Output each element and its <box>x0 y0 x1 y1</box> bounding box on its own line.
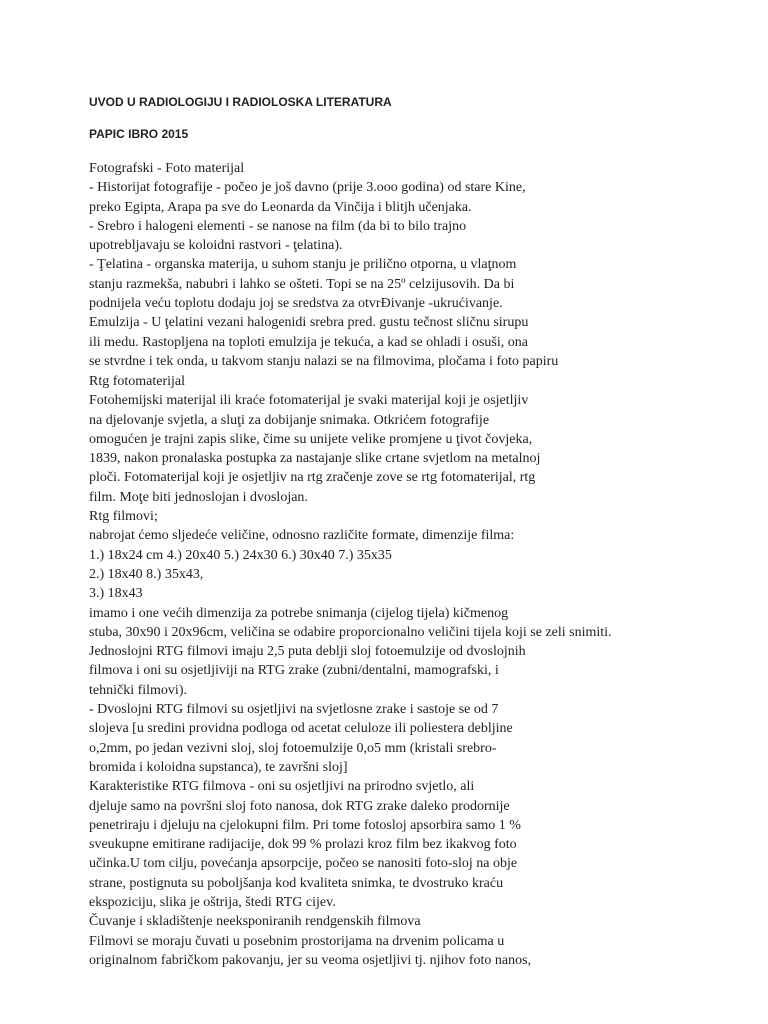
text-line: strane, postignuta su poboljšanja kod kvaliteta snimka, te dvostruko kraću <box>89 875 504 891</box>
text-line: ekspoziciju, slika je oštrija, štedi RTG cijev. <box>89 895 336 911</box>
text-line: djeluje samo na površni sloj foto nanosa, dok RTG zrake daleko prodornije <box>89 798 510 814</box>
text-line: 1839, nakon pronalaska postupka za nastajanje slike crtane svjetlom na metalnoj <box>89 451 541 467</box>
section-rtg-fotomaterijal <box>89 372 612 970</box>
text-line: Fotohemijski materijal ili kraće fotomaterijal je svaki materijal koji je osjetljiv <box>89 393 529 409</box>
text-line: Rtg fotomaterijal <box>89 374 186 389</box>
text-line: učinka.U tom cilju, povećanja apsorpcije, počeo se nanositi foto-sloj na obje <box>89 856 518 872</box>
text-line: - Dvoslojni RTG filmovi su osjetljivi na svjetlosne zrake i sastoje se od 7 <box>89 702 499 718</box>
text-line: Čuvanje i skladištenje neeksponiranih rendgenskih filmova <box>89 914 421 930</box>
text-line: o,2mm, po jedan vezivni sloj, sloj fotoemulzije 0,o5 mm (kristali srebro- <box>89 740 497 756</box>
text-line: upotrebljavaju se koloidni rastvori - ţelatina). <box>89 238 343 254</box>
text-line: sveukupne emitirane radijacije, dok 99 % prolazi kroz film bez ikakvog foto <box>89 837 517 853</box>
text-line: nabrojat ćemo sljedeće veličine, odnosno različite formate, dimenzije filma: <box>89 528 515 544</box>
text-line: tehnički filmovi). <box>89 682 187 698</box>
text-line: bromida i koloidna supstanca), te završni sloj] <box>89 759 348 775</box>
text-line: 2.) 18x40 8.) 35x43, <box>89 566 204 582</box>
text-line: ploči. Fotomaterijal koji je osjetljiv na rtg zračenje zove se rtg fotomaterijal, rtg <box>89 470 536 486</box>
document-title: UVOD U RADIOLOGIJU I RADIOLOSKA LITERATURA <box>89 95 392 109</box>
text-line: - Ţelatina - organska materija, u suhom stanju je prilično otporna, u vlaţnom <box>89 257 517 273</box>
text-line: slojeva [u sredini providna podloga od acetat celuloze ili poliestera debljine <box>89 721 513 737</box>
text-line: originalnom fabričkom pakovanju, jer su veoma osjetljivi tj. njihov foto nanos, <box>89 952 532 968</box>
text-line: stanju razmekša, nabubri i lahko se ošteti. Topi se na 25º celzijusovih. Da bi <box>89 276 515 292</box>
text-line: Rtg filmovi; <box>89 509 158 525</box>
text-line: penetriraju i djeluju na cjelokupni film. Pri tome fotosloj apsorbira samo 1 % <box>89 817 521 833</box>
document-author: PAPIC IBRO 2015 <box>89 127 189 141</box>
text-line: - Historijat fotografije - počeo je još davno (prije 3.ooo godina) od stare Kine, <box>89 180 526 196</box>
text-line: imamo i one većih dimenzija za potrebe snimanja (cijelog tijela) kičmenog <box>89 605 509 621</box>
text-line: Karakteristike RTG filmova - oni su osjetljivi na prirodno svjetlo, ali <box>89 779 475 795</box>
text-line: Filmovi se moraju čuvati u posebnim prostorijama na drvenim policama u <box>89 933 505 949</box>
text-line: se stvrdne i tek onda, u takvom stanju nalazi se na filmovima, pločama i foto papiru <box>89 353 559 369</box>
text-line: 1.) 18x24 cm 4.) 20x40 5.) 24x30 6.) 30x40 7.) 35x35 <box>89 547 392 563</box>
text-line: na djelovanje svjetla, a sluţi za dobijanje snimaka. Otkrićem fotografije <box>89 412 490 428</box>
text-line: Emulzija - U ţelatini vezani halogenidi srebra pred. gustu tečnost sličnu sirupu <box>89 315 529 331</box>
text-line: film. Moţe biti jednoslojan i dvoslojan. <box>89 489 308 505</box>
section-foto-materijal <box>89 159 558 371</box>
text-line: podnijela veću toplotu dodaju joj se sredstva za otvrĐivanje -ukrućivanje. <box>89 296 503 312</box>
text-line: Jednoslojni RTG filmovi imaju 2,5 puta deblji sloj fotoemulzije od dvoslojnih <box>89 644 526 660</box>
text-line: Fotografski - Foto materijal <box>89 161 245 176</box>
text-line: omogućen je trajni zapis slike, čime su unijete velike promjene u ţivot čovjeka, <box>89 431 533 447</box>
text-line: preko Egipta, Arapa pa sve do Leonarda da Vinčija i blitjh učenjaka. <box>89 199 472 215</box>
text-line: ili medu. Rastopljena na toploti emulzija je tekuća, a kad se ohladi i osuši, ona <box>89 334 528 350</box>
text-line: - Srebro i halogeni elementi - se nanose na film (da bi to bilo trajno <box>89 218 467 234</box>
text-line: stuba, 30x90 i 20x96cm, veličina se odabire proporcionalno veličini tijela koji se zeli snimiti. <box>89 624 612 640</box>
text-line: 3.) 18x43 <box>89 586 143 602</box>
text-line: filmova i oni su osjetljiviji na RTG zrake (zubni/dentalni, mamografski, i <box>89 663 499 679</box>
